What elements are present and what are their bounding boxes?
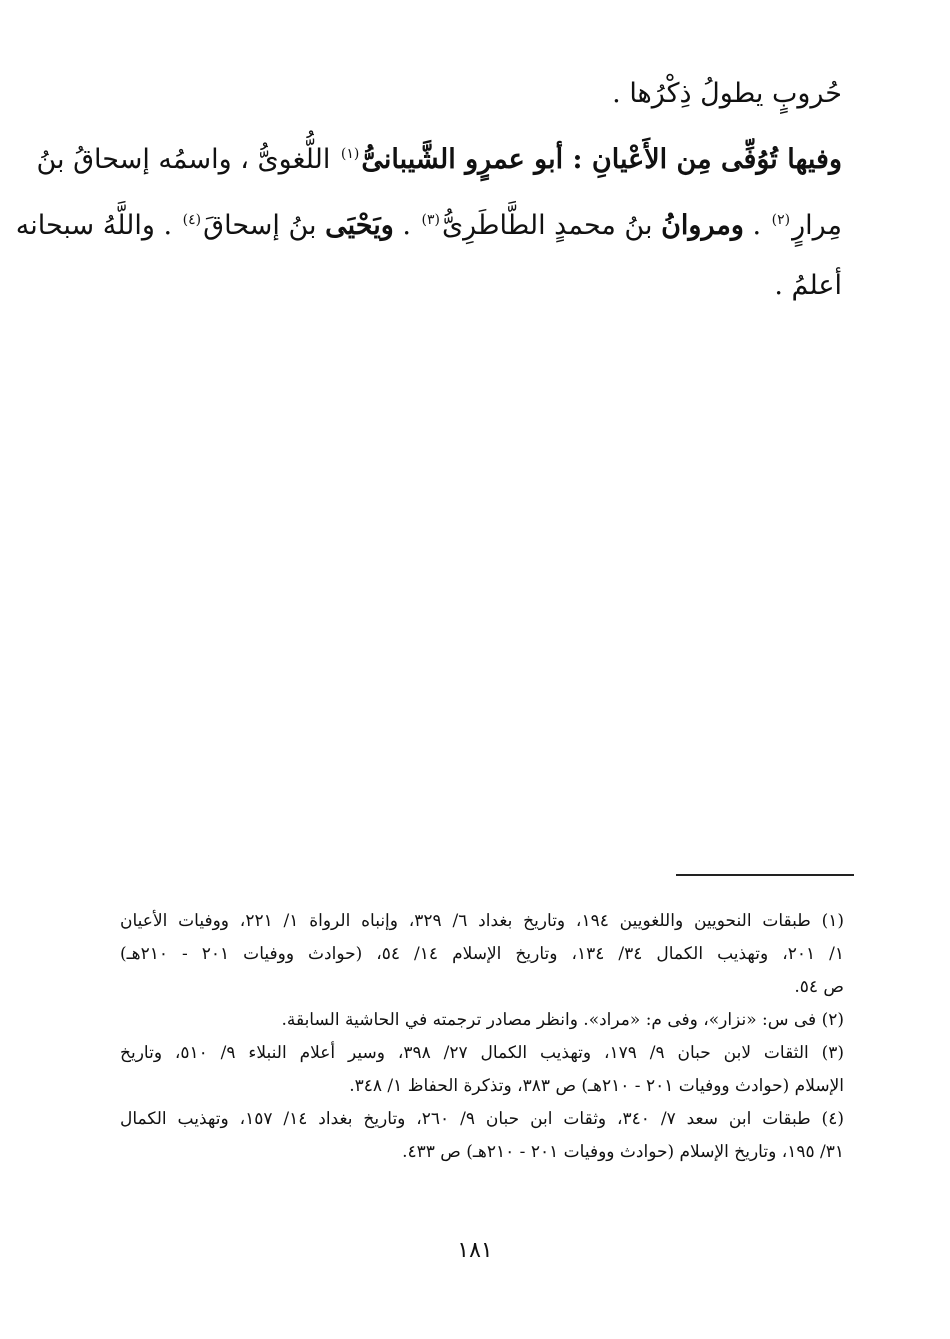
footnote-line: ص ٥٤.	[794, 977, 844, 997]
text-line-2-part-a: وفيها تُوُفِّى مِن الأَعْيانِ :	[563, 144, 842, 175]
person-name-abu-amr: أبو عمرٍو الشَّيبانىُّ	[361, 144, 564, 175]
footnote-line: (٢) فى س: «نزار»، وفى م: «مراد». وانظر مصادر ترجمته في الحاشية السابقة.	[281, 1010, 844, 1030]
person-name-yahya: ويَحْيَى	[325, 210, 394, 241]
footnote-ref-1: (١)	[340, 146, 360, 162]
text-line-3-part-g: بنُ إسحاقَ	[203, 210, 326, 241]
text-line-3-part-e: .	[393, 210, 420, 241]
text-line-1	[127, 64, 842, 124]
text-line-3-part-b: .	[743, 210, 770, 241]
footnote-line: الإسلام (حوادث ووفيات ٢٠١ - ٢١٠هـ) ص ٣٨٣، وتذكرة الحفاظ ١/ ٣٤٨.	[349, 1076, 844, 1096]
text-line-3-part-d: بنُ محمدٍ الطَّاطَرِىُّ	[441, 210, 662, 241]
text-line-2	[36, 124, 842, 190]
footnote-line: (٤) طبقات ابن سعد ٧/ ٣٤٠، وثقات ابن حبان ٩/ ٢٦٠، وتاريخ بغداد ١٤/ ١٥٧، وتهذيب الكمال	[120, 1109, 844, 1129]
footnote-ref-2: (٢)	[771, 212, 791, 228]
text-line-4-content: أعلمُ .	[774, 270, 842, 301]
footnote-line: ٣١/ ١٩٥، وتاريخ الإسلام (حوادث ووفيات ٢٠١ - ٢١٠هـ) ص ٤٣٣.	[402, 1142, 844, 1162]
footnote-line: (٣) الثقات لابن حبان ٩/ ١٧٩، وتهذيب الكمال ٢٧/ ٣٩٨، وسير أعلام النبلاء ٩/ ٥١٠، وتاريخ	[120, 1043, 844, 1063]
text-line-4	[127, 256, 842, 316]
text-line-2-part-c: اللُّغوىُّ ، واسمُه إسحاقُ بنُ	[36, 144, 339, 175]
footnote-separator	[676, 874, 854, 876]
footnote-line: ١/ ٢٠١، وتهذيب الكمال ٣٤/ ١٣٤، وتاريخ الإسلام ١٤/ ٥٤، (حوادث ووفيات ٢٠١ - ٢١٠هـ)	[120, 944, 844, 964]
text-line-3-part-a: مِرارٍ	[792, 210, 842, 241]
footnote-ref-4: (٤)	[182, 212, 202, 228]
footnote-line: (١) طبقات النحويين واللغويين ١٩٤، وتاريخ بغداد ٦/ ٣٢٩، وإنباه الرواة ١/ ٢٢١، ووفيات الأعيان	[120, 911, 845, 931]
footnotes	[120, 905, 844, 1169]
text-line-3	[15, 190, 842, 256]
person-name-marwan: ومروانُ	[661, 210, 744, 241]
text-line-3-part-h: . واللَّهُ سبحانه	[15, 210, 181, 241]
text-line-1-content: حُروبٍ يطولُ ذِكْرُها .	[612, 78, 842, 109]
footnote-ref-3: (٣)	[421, 212, 440, 228]
main-text	[15, 64, 842, 316]
page-number: ١٨١	[457, 1238, 493, 1263]
